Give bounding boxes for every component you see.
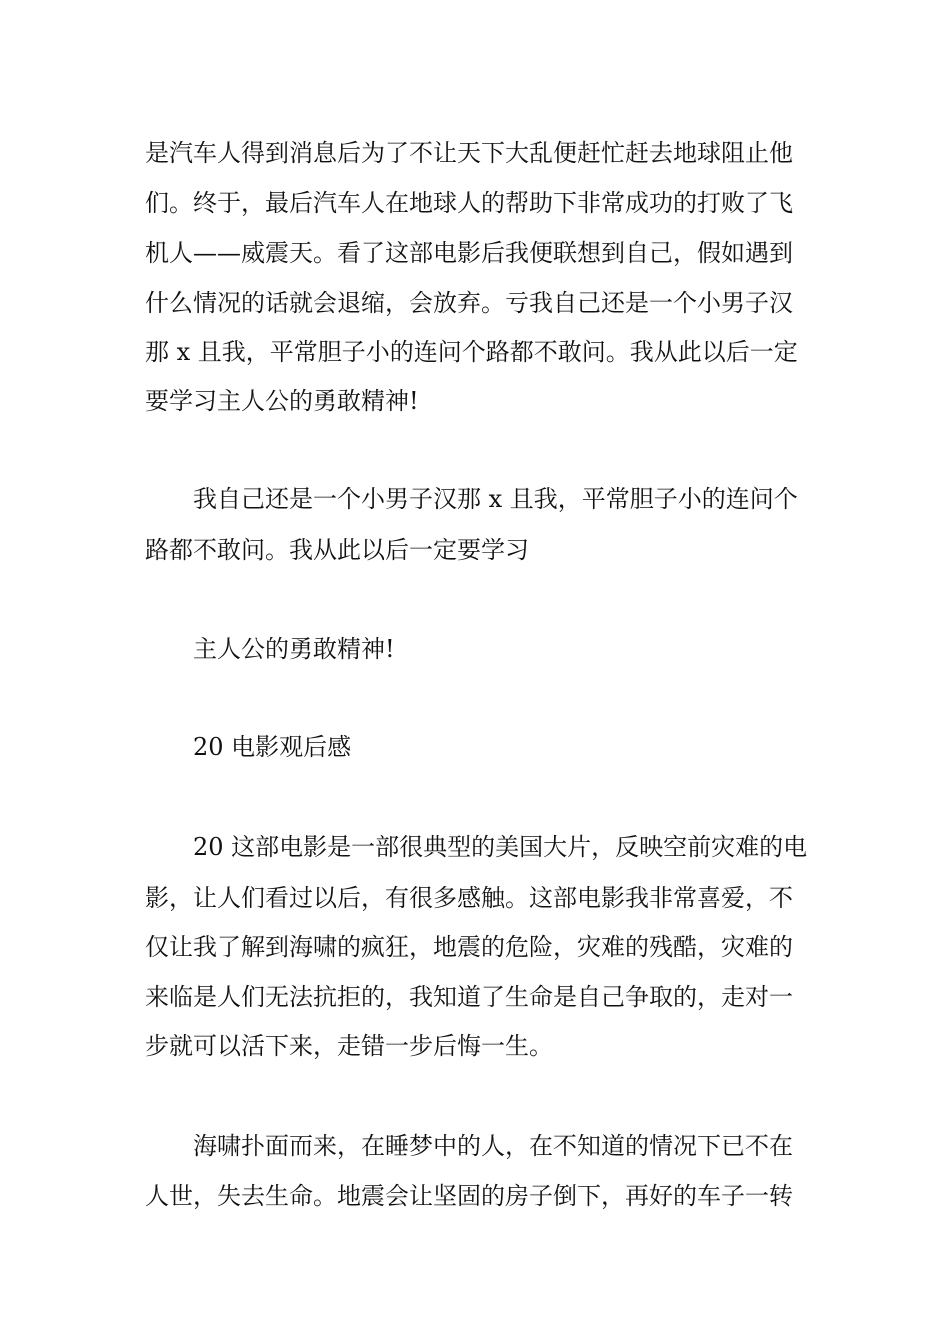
paragraph-line: 那 x 且我，平常胆子小的连问个路都不敢问。我从此以后一定	[145, 338, 798, 366]
paragraph-line: 什么情况的话就会退缩，会放弃。亏我自己还是一个小男子汉	[145, 289, 793, 317]
paragraph-line: 机人——威震天。看了这部电影后我便联想到自己，假如遇到	[145, 239, 793, 267]
paragraph-line: 是汽车人得到消息后为了不让天下大乱便赶忙赶去地球阻止他	[145, 139, 793, 167]
paragraph-line: 主人公的勇敢精神!	[193, 635, 395, 663]
paragraph-line: 仅让我了解到海啸的疯狂，地震的危险，灾难的残酷，灾难的	[145, 933, 793, 961]
paragraph-line: 我自己还是一个小男子汉那 x 且我，平常胆子小的连问个	[193, 485, 798, 513]
paragraph-line: 影，让人们看过以后，有很多感触。这部电影我非常喜爱，不	[145, 884, 793, 912]
paragraph-line: 人世，失去生命。地震会让坚固的房子倒下，再好的车子一转	[145, 1182, 793, 1210]
paragraph-line: 们。终于，最后汽车人在地球人的帮助下非常成功的打败了飞	[145, 189, 793, 217]
paragraph-line: 步就可以活下来，走错一步后悔一生。	[145, 1032, 553, 1060]
paragraph-line: 路都不敢问。我从此以后一定要学习	[145, 536, 529, 564]
paragraph-line: 20 这部电影是一部很典型的美国大片，反映空前灾难的电	[193, 833, 808, 861]
paragraph-line: 来临是人们无法抗拒的，我知道了生命是自己争取的，走对一	[145, 983, 793, 1011]
section-heading: 20 电影观后感	[193, 733, 352, 761]
paragraph-line: 海啸扑面而来，在睡梦中的人，在不知道的情况下已不在	[193, 1132, 793, 1160]
paragraph-line: 要学习主人公的勇敢精神!	[145, 387, 419, 415]
